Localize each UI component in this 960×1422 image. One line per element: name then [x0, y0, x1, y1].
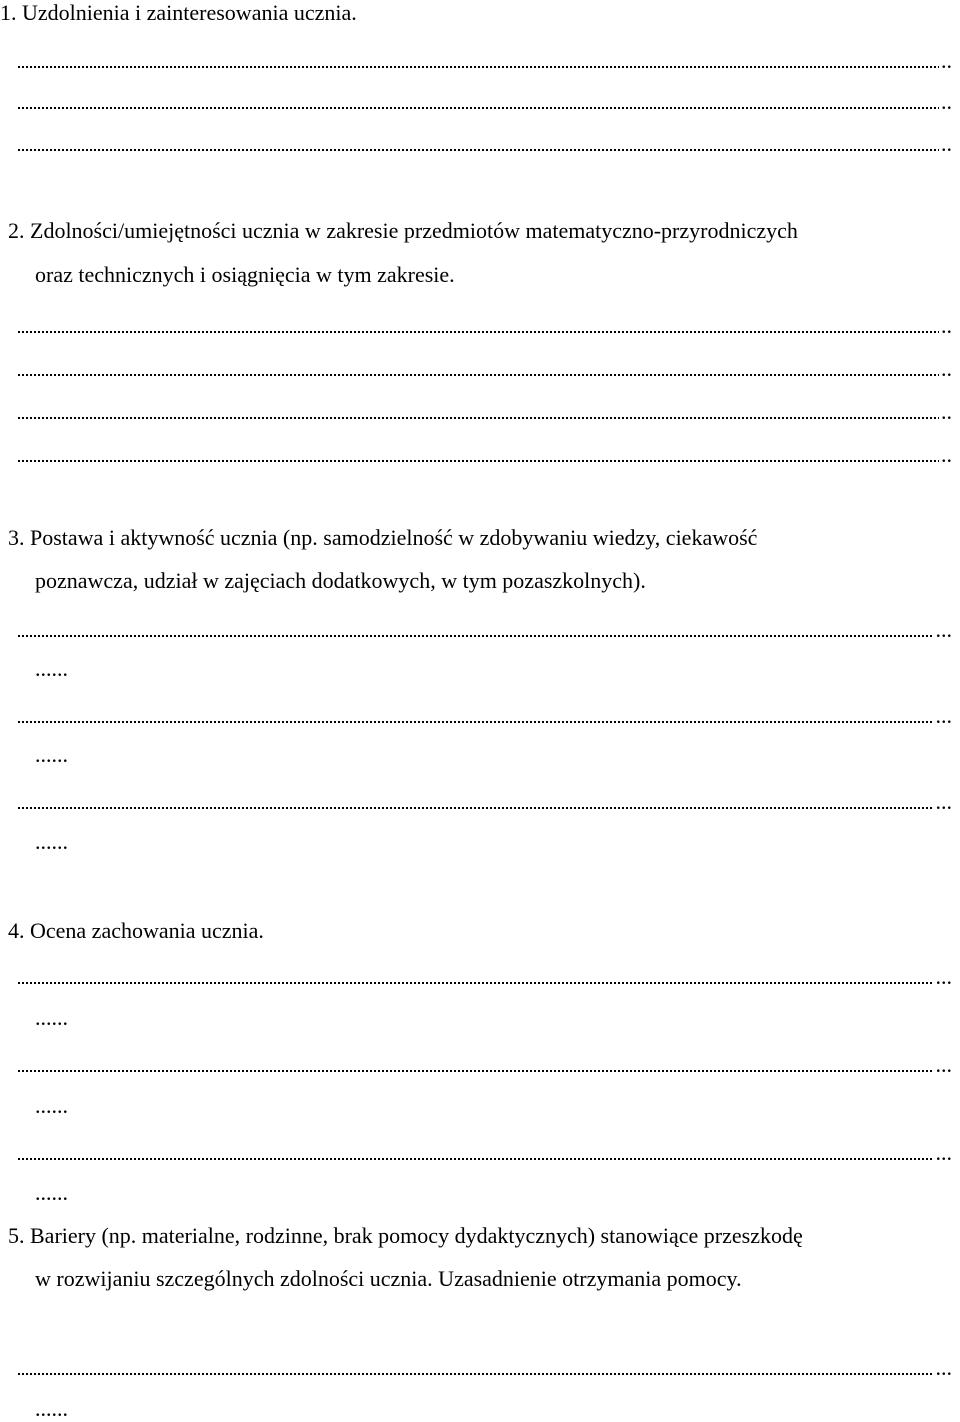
- answer-line[interactable]: ...: [18, 703, 952, 729]
- answer-line-continuation: ......: [35, 829, 68, 854]
- answer-line[interactable]: ...: [18, 1140, 952, 1166]
- answer-line[interactable]: ..: [18, 399, 952, 425]
- answer-line[interactable]: ..: [18, 356, 952, 382]
- answer-line-continuation: ......: [35, 1396, 68, 1421]
- section-5-heading-line1: 5. Bariery (np. materialne, rodzinne, brak pomocy dydaktycznych) stanowiące przeszkodę: [8, 1223, 803, 1248]
- answer-line-continuation: ......: [35, 656, 68, 681]
- section-4-heading: 4. Ocena zachowania ucznia.: [8, 918, 264, 943]
- section-5-heading-line2: w rozwijaniu szczególnych zdolności ucznia. Uzasadnienie otrzymania pomocy.: [35, 1266, 742, 1291]
- section-2-heading-line1: 2. Zdolności/umiejętności ucznia w zakresie przedmiotów matematyczno-przyrodniczych: [8, 218, 798, 243]
- answer-line-continuation: ......: [35, 1180, 68, 1205]
- answer-line[interactable]: ...: [18, 617, 952, 643]
- section-1-heading: 1. Uzdolnienia i zainteresowania ucznia.: [0, 0, 357, 25]
- answer-line[interactable]: ...: [18, 789, 952, 815]
- section-3-heading-line2: poznawcza, udział w zajęciach dodatkowych, w tym pozaszkolnych).: [35, 568, 646, 593]
- answer-line[interactable]: ...: [18, 1355, 952, 1381]
- answer-line[interactable]: ..: [18, 442, 952, 468]
- answer-line[interactable]: ..: [18, 48, 952, 74]
- answer-line-continuation: ......: [35, 1093, 68, 1118]
- section-2-heading-line2: oraz technicznych i osiągnięcia w tym zakresie.: [35, 262, 455, 287]
- answer-line[interactable]: ..: [18, 89, 952, 115]
- answer-line[interactable]: ..: [18, 313, 952, 339]
- answer-line-continuation: ......: [35, 742, 68, 767]
- answer-line[interactable]: ..: [18, 131, 952, 157]
- section-3-heading-line1: 3. Postawa i aktywność ucznia (np. samodzielność w zdobywaniu wiedzy, ciekawość: [8, 525, 758, 550]
- answer-line[interactable]: ...: [18, 964, 952, 990]
- answer-line-continuation: ......: [35, 1005, 68, 1030]
- answer-line[interactable]: ...: [18, 1052, 952, 1078]
